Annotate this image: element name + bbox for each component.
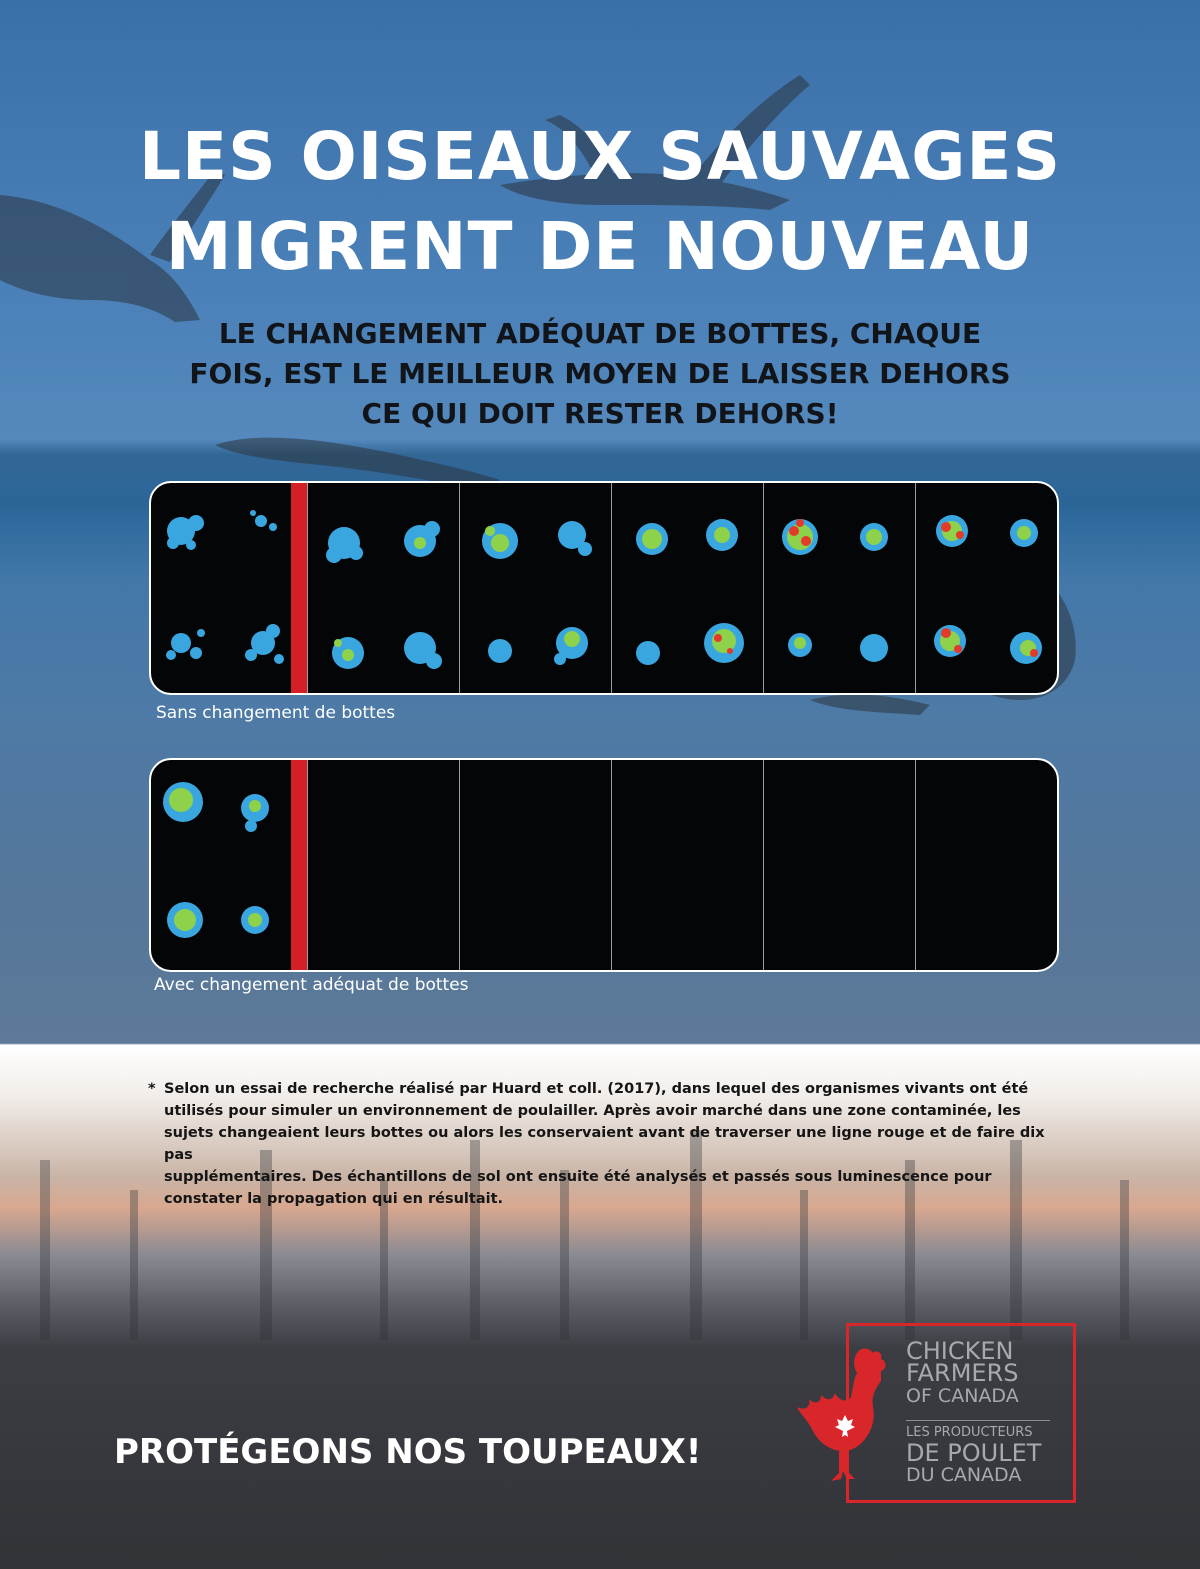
panel1-cell-5 xyxy=(915,483,1058,693)
logo-text-french xyxy=(906,1425,1066,1485)
panel2-cell-5 xyxy=(915,760,1058,970)
rooster-maple-leaf-icon xyxy=(795,1345,905,1485)
logo-en-line1: CHICKEN xyxy=(906,1337,1014,1365)
subhead-line3: CE QUI DOIT RESTER DEHORS! xyxy=(361,397,839,430)
contamination-spots xyxy=(612,483,764,693)
panel2-cell-4 xyxy=(763,760,916,970)
subhead-line2: FOIS, EST LE MEILLEUR MOYEN DE LAISSER DEHORS xyxy=(189,357,1011,390)
panel1-cell-4 xyxy=(763,483,916,693)
logo-text-english xyxy=(906,1337,1066,1408)
panel2-cell-1 xyxy=(307,760,460,970)
slogan: PROTÉGEONS NOS TOUPEAUX! xyxy=(114,1432,702,1472)
footnote-line3: sujets changeaient leurs bottes ou alors les conservaient avant de traverser une ligne rouge et de faire dix pas xyxy=(164,1125,1045,1163)
subheadline xyxy=(180,314,1020,434)
red-line xyxy=(291,483,307,693)
footnote xyxy=(148,1078,1048,1210)
panel1-caption: Sans changement de bottes xyxy=(156,703,396,723)
contamination-spots xyxy=(460,483,612,693)
logo-en-line2: FARMERS xyxy=(906,1359,1019,1387)
panel1-cell-2 xyxy=(459,483,612,693)
footnote-line1: Selon un essai de recherche réalisé par Huard et coll. (2017), dans lequel des organismes vivants ont été xyxy=(164,1081,1029,1097)
footnote-line4: supplémentaires. Des échantillons de sol ont ensuite été analysés et passés sous luminescence pour xyxy=(164,1169,992,1185)
panel-without-boot-change xyxy=(149,481,1059,695)
red-line xyxy=(291,760,307,970)
panel2-caption: Avec changement adéquat de bottes xyxy=(154,975,469,995)
footnote-line2: utilisés pour simuler un environnement de poulailler. Après avoir marché dans une zone contaminée, les xyxy=(164,1103,1021,1119)
contamination-spots xyxy=(308,483,460,693)
panel1-cell-1 xyxy=(307,483,460,693)
headline-line1: LES OISEAUX SAUVAGES xyxy=(138,118,1062,195)
panel1-cell-0 xyxy=(151,483,291,693)
logo-fr-line3: DU CANADA xyxy=(906,1464,1022,1486)
headline xyxy=(0,112,1200,292)
logo-fr-line2: DE POULET xyxy=(906,1439,1042,1467)
panel1-cell-3 xyxy=(611,483,764,693)
panel2-cell-2 xyxy=(459,760,612,970)
subhead-line1: LE CHANGEMENT ADÉQUAT DE BOTTES, CHAQUE xyxy=(218,317,982,350)
logo-divider xyxy=(906,1420,1050,1421)
panel2-cell-3 xyxy=(611,760,764,970)
contamination-spots xyxy=(151,483,291,693)
contamination-spots xyxy=(916,483,1058,693)
panel-with-boot-change xyxy=(149,758,1059,972)
contamination-spots xyxy=(151,760,291,970)
footnote-marker: * xyxy=(148,1081,156,1097)
logo-en-line3: OF CANADA xyxy=(906,1385,1019,1407)
headline-line2: MIGRENT DE NOUVEAU xyxy=(165,208,1035,285)
footnote-line5: constater la propagation qui en résultait. xyxy=(164,1191,504,1207)
panel2-cell-0 xyxy=(151,760,291,970)
contamination-spots xyxy=(764,483,916,693)
logo-fr-line1: LES PRODUCTEURS xyxy=(906,1425,1033,1440)
